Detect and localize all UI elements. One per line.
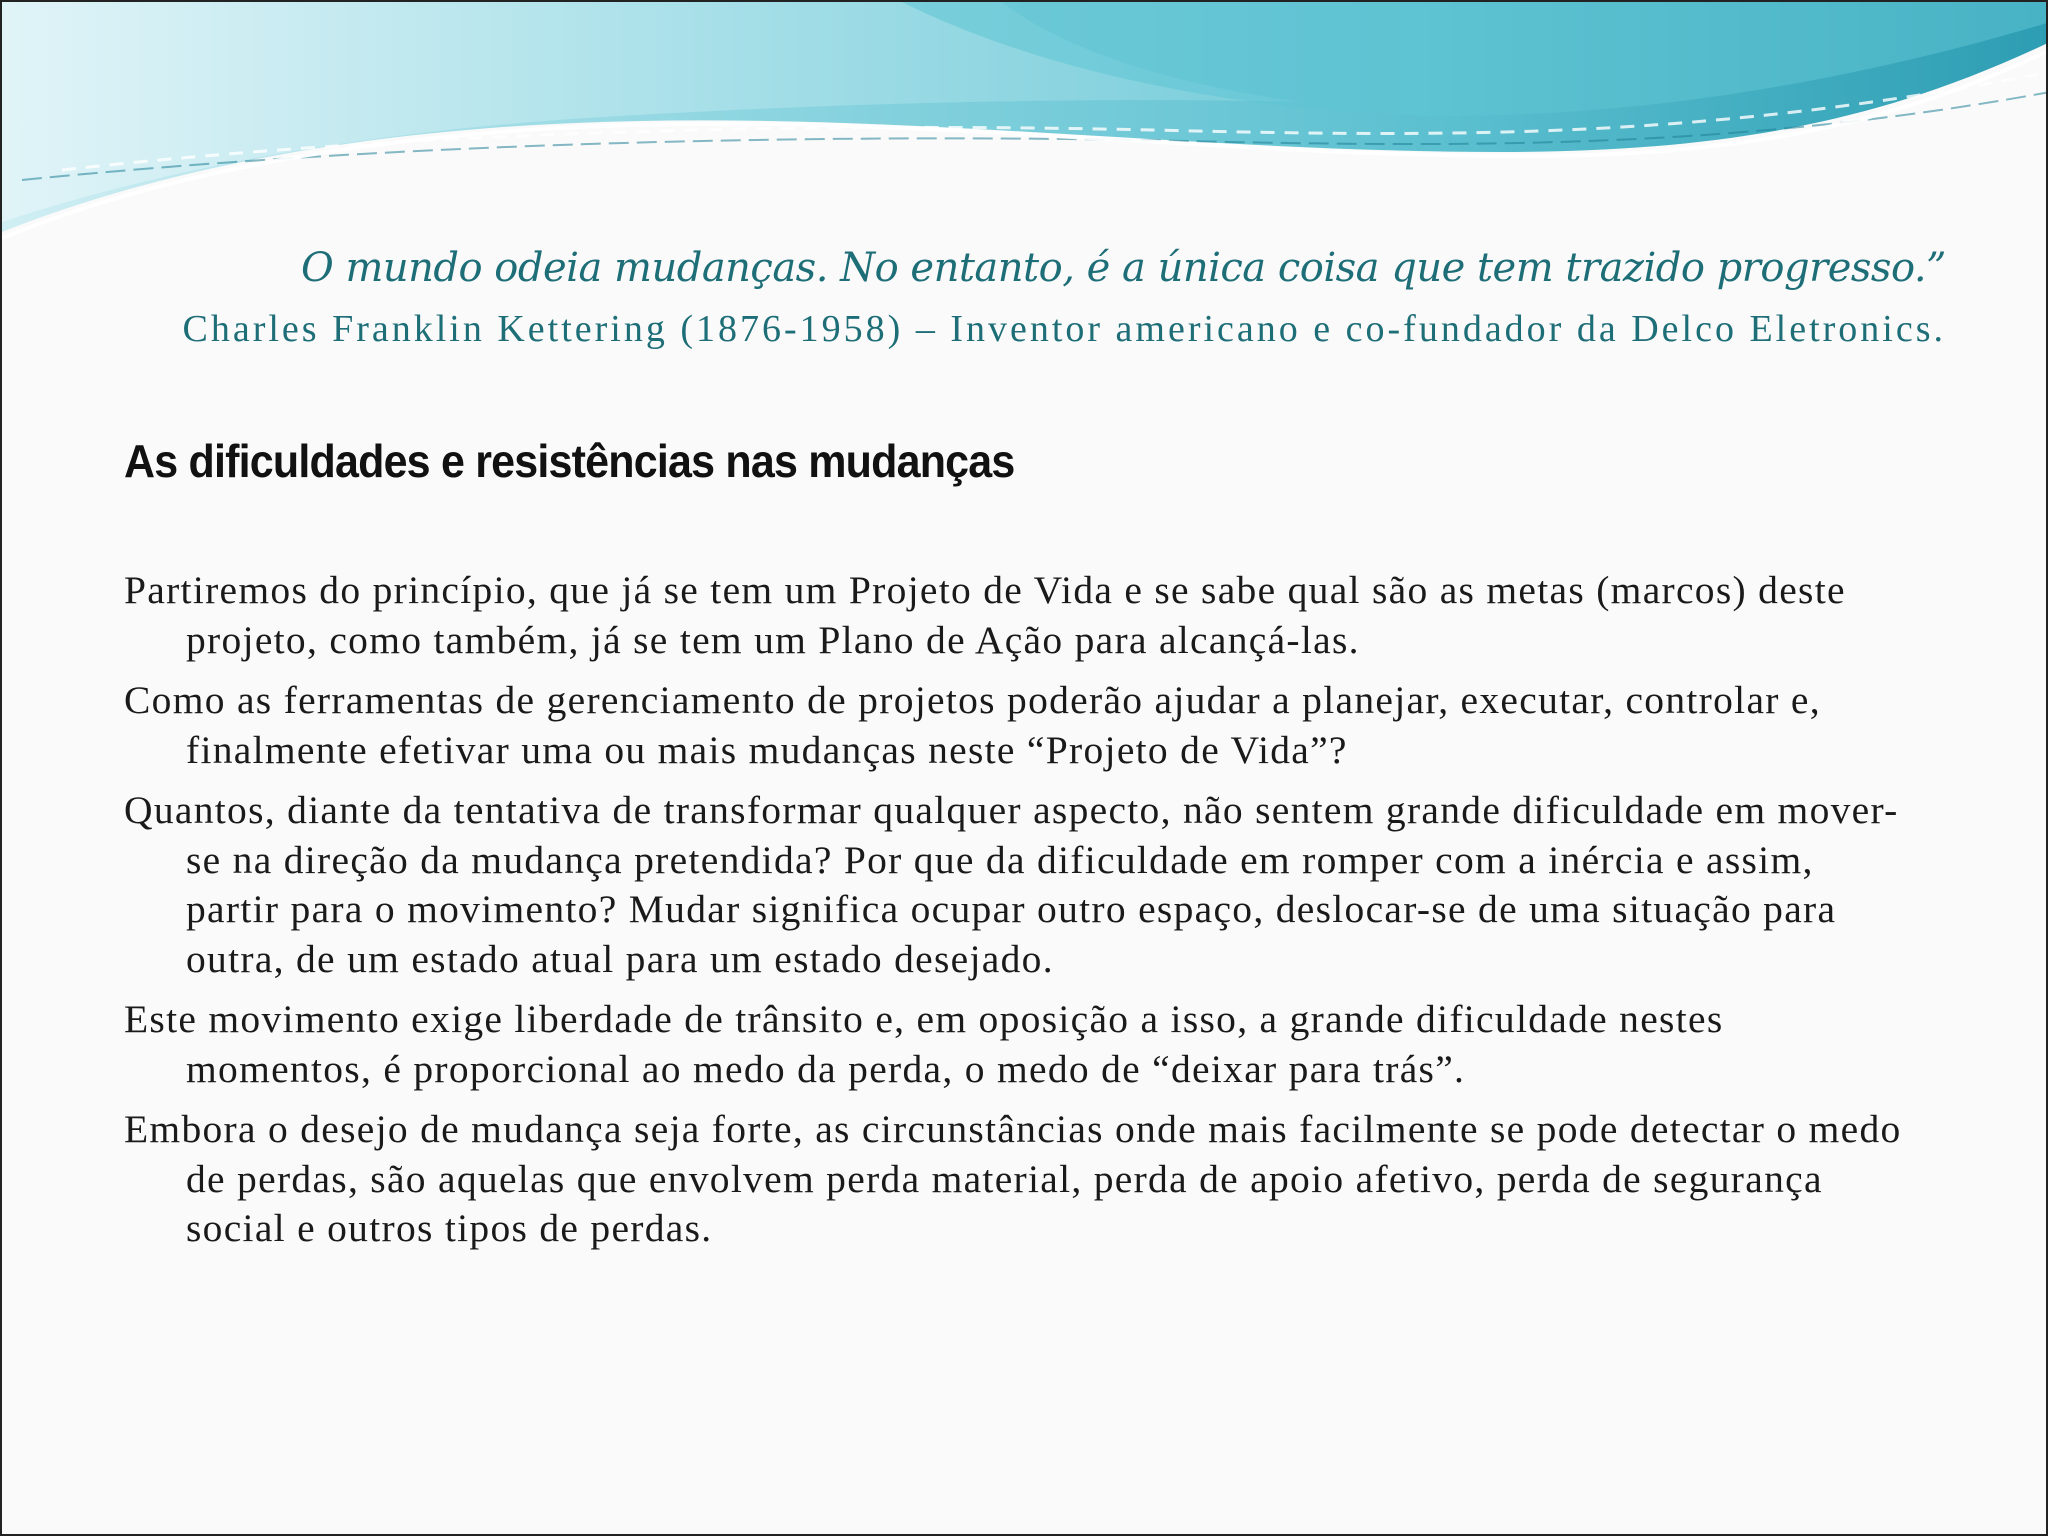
section-heading: As dificuldades e resistências nas mudanças xyxy=(124,436,1015,488)
wave-header-decoration xyxy=(2,2,2048,242)
body-text xyxy=(124,566,1904,1265)
paragraph: Partiremos do princípio, que já se tem um Projeto de Vida e se sabe qual são as metas (marcos) deste projeto, como também, já se tem um Plano de Ação para alcançá-las. xyxy=(124,568,1846,662)
paragraph: Este movimento exige liberdade de trânsito e, em oposição a isso, a grande dificuldade nestes momentos, é proporcional ao medo da perda, o medo de “deixar para trás”. xyxy=(124,997,1724,1091)
paragraph: Quantos, diante da tentativa de transformar qualquer aspecto, não sentem grande dificuldade em mover-se na direção da mudança pretendida? Por que da dificuldade em romper com a inércia e assim, partir para o movimento? Mudar significa ocupar outro espaço, deslocar-se de uma situação para outra, de um estado atual para um estado desejado. xyxy=(124,788,1899,981)
paragraph: Embora o desejo de mudança seja forte, as circunstâncias onde mais facilmente se pode detectar o medo de perdas, são aquelas que envolvem perda material, perda de apoio afetivo, perda de segurança social e outros tipos de perdas. xyxy=(124,1107,1902,1250)
quote-text: O mundo odeia mudanças. No entanto, é a única coisa que tem trazido progresso.” xyxy=(300,245,1946,291)
quote-block xyxy=(46,238,1946,360)
quote-author: Charles Franklin Kettering (1876-1958) – Inventor americano e co-fundador da Delco Eletronics. xyxy=(182,308,1946,350)
paragraph: Como as ferramentas de gerenciamento de projetos poderão ajudar a planejar, executar, controlar e, finalmente efetivar uma ou mais mudanças neste “Projeto de Vida”? xyxy=(124,678,1821,772)
